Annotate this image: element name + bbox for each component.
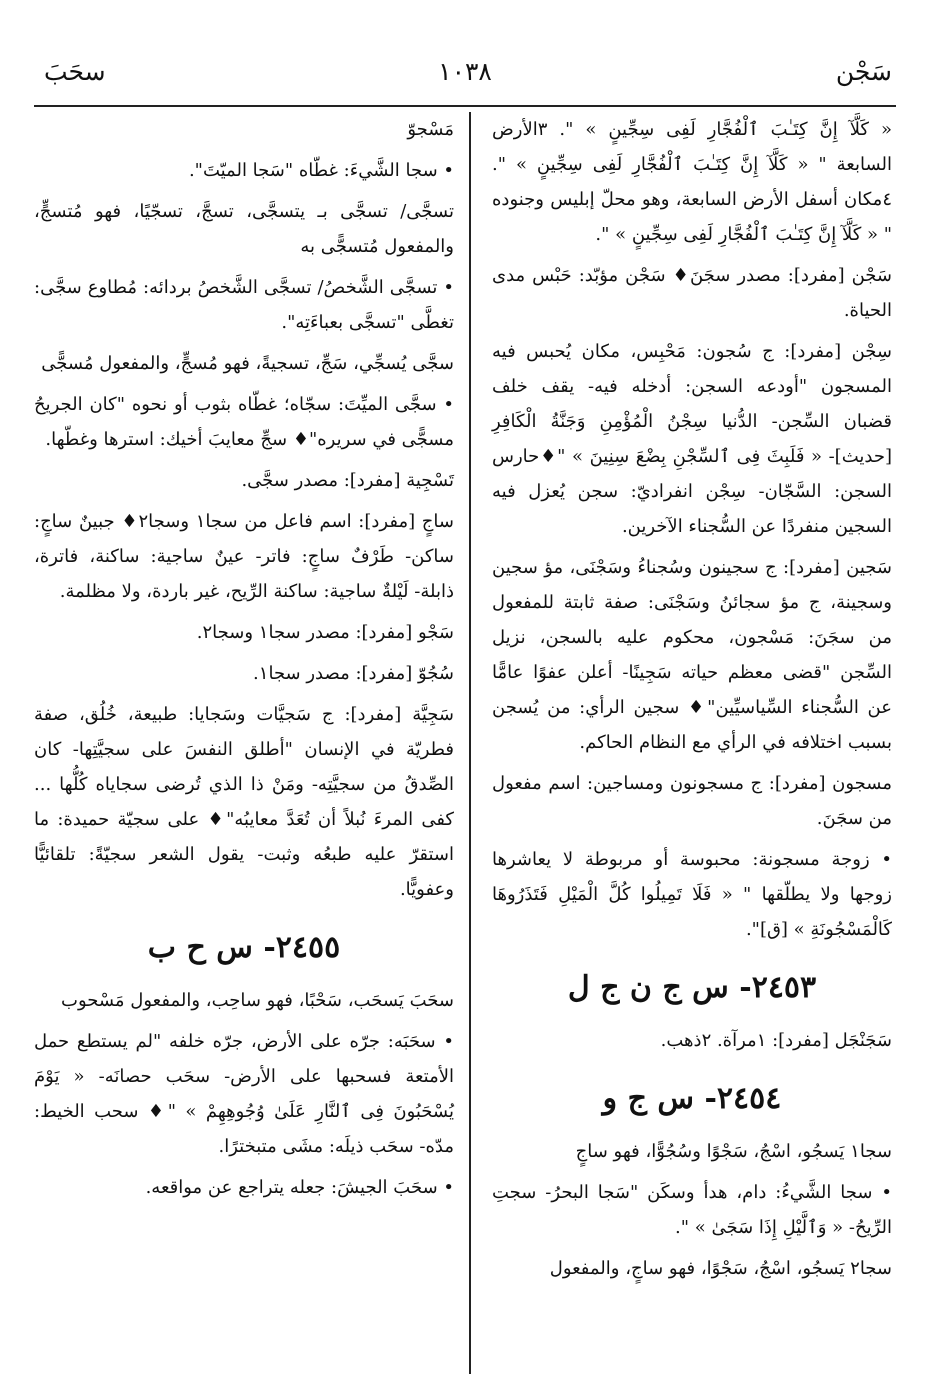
entry-text: • سجا الشَّيءَ: غطّاه "سَجا الميّتَ". (188, 160, 454, 181)
entry-masjun: مسجون [مفرد]: ج مسجونون ومساجين: اسم مفعول من سجَنَ. (492, 773, 892, 829)
root-heading: ٢٤٥٤- س ج و (602, 1081, 782, 1116)
entry-text: • تسجَّى الشَّخصُ/ تسجَّى الشَّخصُ بردائه: مُطاوع سجَّى: تغطَّى "تسجَّى بعباءَتِه". (34, 277, 454, 333)
entry-saj: ساجٍ [مفرد]: اسم فاعل من سجا١ وسجا٢♦ جبينٌ ساجٍ: ساكن- طَرْفٌ ساجٍ: فاتر- عينٌ ساجية: ساكنة، فاترة، ذابلة- لَيْلةٌ ساجية: ساكنة الرِّيح، غير باردة، ولا مظلمة. (34, 511, 454, 602)
left-column (34, 112, 454, 1211)
entry-sahaba: سحَبَ يَسحَب، سَحْبًا، فهو ساحِب، والمفعول مَسْحوب (61, 990, 454, 1011)
entry-saja-2: سجا٢ يَسجُو، اسْجُ، سَجْوًا، فهو ساجٍ، والمفعول (549, 1258, 892, 1279)
header-rule (34, 105, 896, 107)
entry-sujuw: سُجُوّ [مفرد]: مصدر سجا١. (253, 663, 454, 684)
root-heading: ٢٤٥٣- س ج ن ج ل (567, 970, 817, 1005)
entry-tasjiya: تَسْجِية [مفرد]: مصدر سجَّى. (241, 470, 454, 491)
entry-sajja: سجَّى يُسجِّي، سَجِّ، تسجيةً، فهو مُسجٍّ، والمفعول مُسجًّى (41, 353, 454, 374)
entry-sajn: سَجْن [مفرد]: مصدر سجَنَ♦ سَجْن مؤبّد: حَبْس مدى الحياة. (492, 265, 892, 321)
root-heading: ٢٤٥٥- س ح ب (147, 930, 341, 965)
entry-sajiyya: سَجِيَّة [مفرد]: ج سَجيَّات وسَجايا: طبيعة، خُلُق، صفة فطريّة في الإنسان "أطلق النفسَ على سجيَّتِها- كان الصِّدقُ من سجيَّتِه- ومَنْ ذا الذي تُرضى سجاياه كُلُّها ... كفى المرءَ نُبلاً أن تُعَدَّ معايبُه"♦ على سجيّة حميدة: ما استقرّ عليه طبعُه وثبت- يقول الشعر سجيّةً: تلقائيًّا وعفويًّا. (34, 704, 454, 900)
entry-text: مَسْجوّ (407, 119, 454, 140)
entry-text: « كَلَّآ إِنَّ كِتَـٰبَ ٱلْفُجَّارِ لَفِى سِجِّينٍ » ". ٣الأرض السابعة " « كَلَّآ إِنَّ كِتَـٰبَ ٱلْفُجَّارِ لَفِى سِجِّينٍ » ". ٤مكان أسفل الأرض السابعة، وهو محلّ إبليس وجنوده " « كَلَّآ إِنَّ كِتَـٰبَ ٱلْفُجَّارِ لَفِى سِجِّينٍ » ". (492, 119, 892, 245)
entry-sajw: سَجْو [مفرد]: مصدر سجا١ وسجا٢. (196, 622, 454, 643)
entry-text: • سجَّى الميِّتَ: سجّاه؛ غطّاه بثوب أو نحوه "كان الجريحُ مسجًّى في سريره"♦ سجِّ معايبَ أخيك: استرها وغطّها. (34, 394, 454, 450)
entry-text: • سحَبَه: جرّه على الأرض، جرّه خلفه "لم يستطع حمل الأمتعة فسحبها على الأرض- سحَب حصانَه- « يَوْمَ يُسْحَبُونَ فِى ٱلنَّارِ عَلَىٰ وُجُوهِهِمْ » "♦ سحب الخيط: مدّه- سحَب ذيلَه: مشَى متبخترًا. (34, 1031, 454, 1157)
entry-text: • سحَبَ الجيشَ: جعله يتراجع عن مواقعه. (145, 1177, 454, 1198)
header-left-word: سحَبَ (44, 57, 106, 86)
right-column (492, 112, 892, 1292)
entry-tasajja: تسجَّى/ تسجَّى بـ يتسجَّى، تسجَّ، تسجّيًا، فهو مُتسجٍّ، والمفعول مُتسجًّى به (34, 201, 454, 257)
entry-text: • زوجة مسجونة: محبوسة أو مربوطة لا يعاشرها زوجها ولا يطلّقها " « فَلَا تَمِيلُوا كُلَّ الْمَيْلِ فَتَذَرُوهَا كَالْمَسْجُونَةِ » [ق]". (492, 849, 892, 940)
page-number: ١٠٣٨ (438, 57, 492, 86)
entry-saja-1: سجا١ يَسجُو، اسْجُ، سَجْوًا وسُجُوًّا، فهو ساجٍ (575, 1141, 892, 1162)
entry-sajin: سَجين [مفرد]: ج سجينون وسُجناءُ وسَجْنَى، مؤ سجين وسجينة، ج مؤ سجائنُ وسَجْنَى: صفة ثابتة للمفعول من سجَنَ: مَسْجون، محكوم عليه بالسجن، نزيل السِّجن "قضى معظم حياته سَجِينًا- أعلن عفوًا عامًّا عن السُّجناء السِّياسيِّين"♦ سجين الرأي: من يُسجن بسبب اختلافه في الرأي مع النظام الحاكم. (492, 557, 892, 753)
entry-sajanjal: سَجَنْجَل [مفرد]: ١مرآة. ٢ذهب. (660, 1030, 892, 1051)
entry-text: • سجا الشَّيءُ: دام، هدأ وسكَن "سَجا البحرُ- سجتِ الرِّيحُ- « وَٱلَّيْلِ إِذَا سَجَىٰ » ". (492, 1182, 892, 1238)
column-divider (469, 112, 471, 1374)
entry-sijn: سِجْن [مفرد]: ج سُجون: مَحْبِس، مكان يُحبس فيه المسجون "أودعه السجن: أدخله فيه- يقف خلف قضبان السِّجن- الدُّنيا سِجْنُ الْمُؤْمِنِ وَجَنَّةُ الْكَافِرِ [حديث]- « فَلَبِثَ فِى ٱلسِّجْنِ بِضْعَ سِنِينَ » "♦حارس السجن: السَّجّان- سِجْن انفراديّ: سجن يُعزل فيه السجين منفردًا عن السُّجناء الآخرين. (492, 341, 892, 537)
header-right-word: سَجْن (835, 57, 892, 86)
